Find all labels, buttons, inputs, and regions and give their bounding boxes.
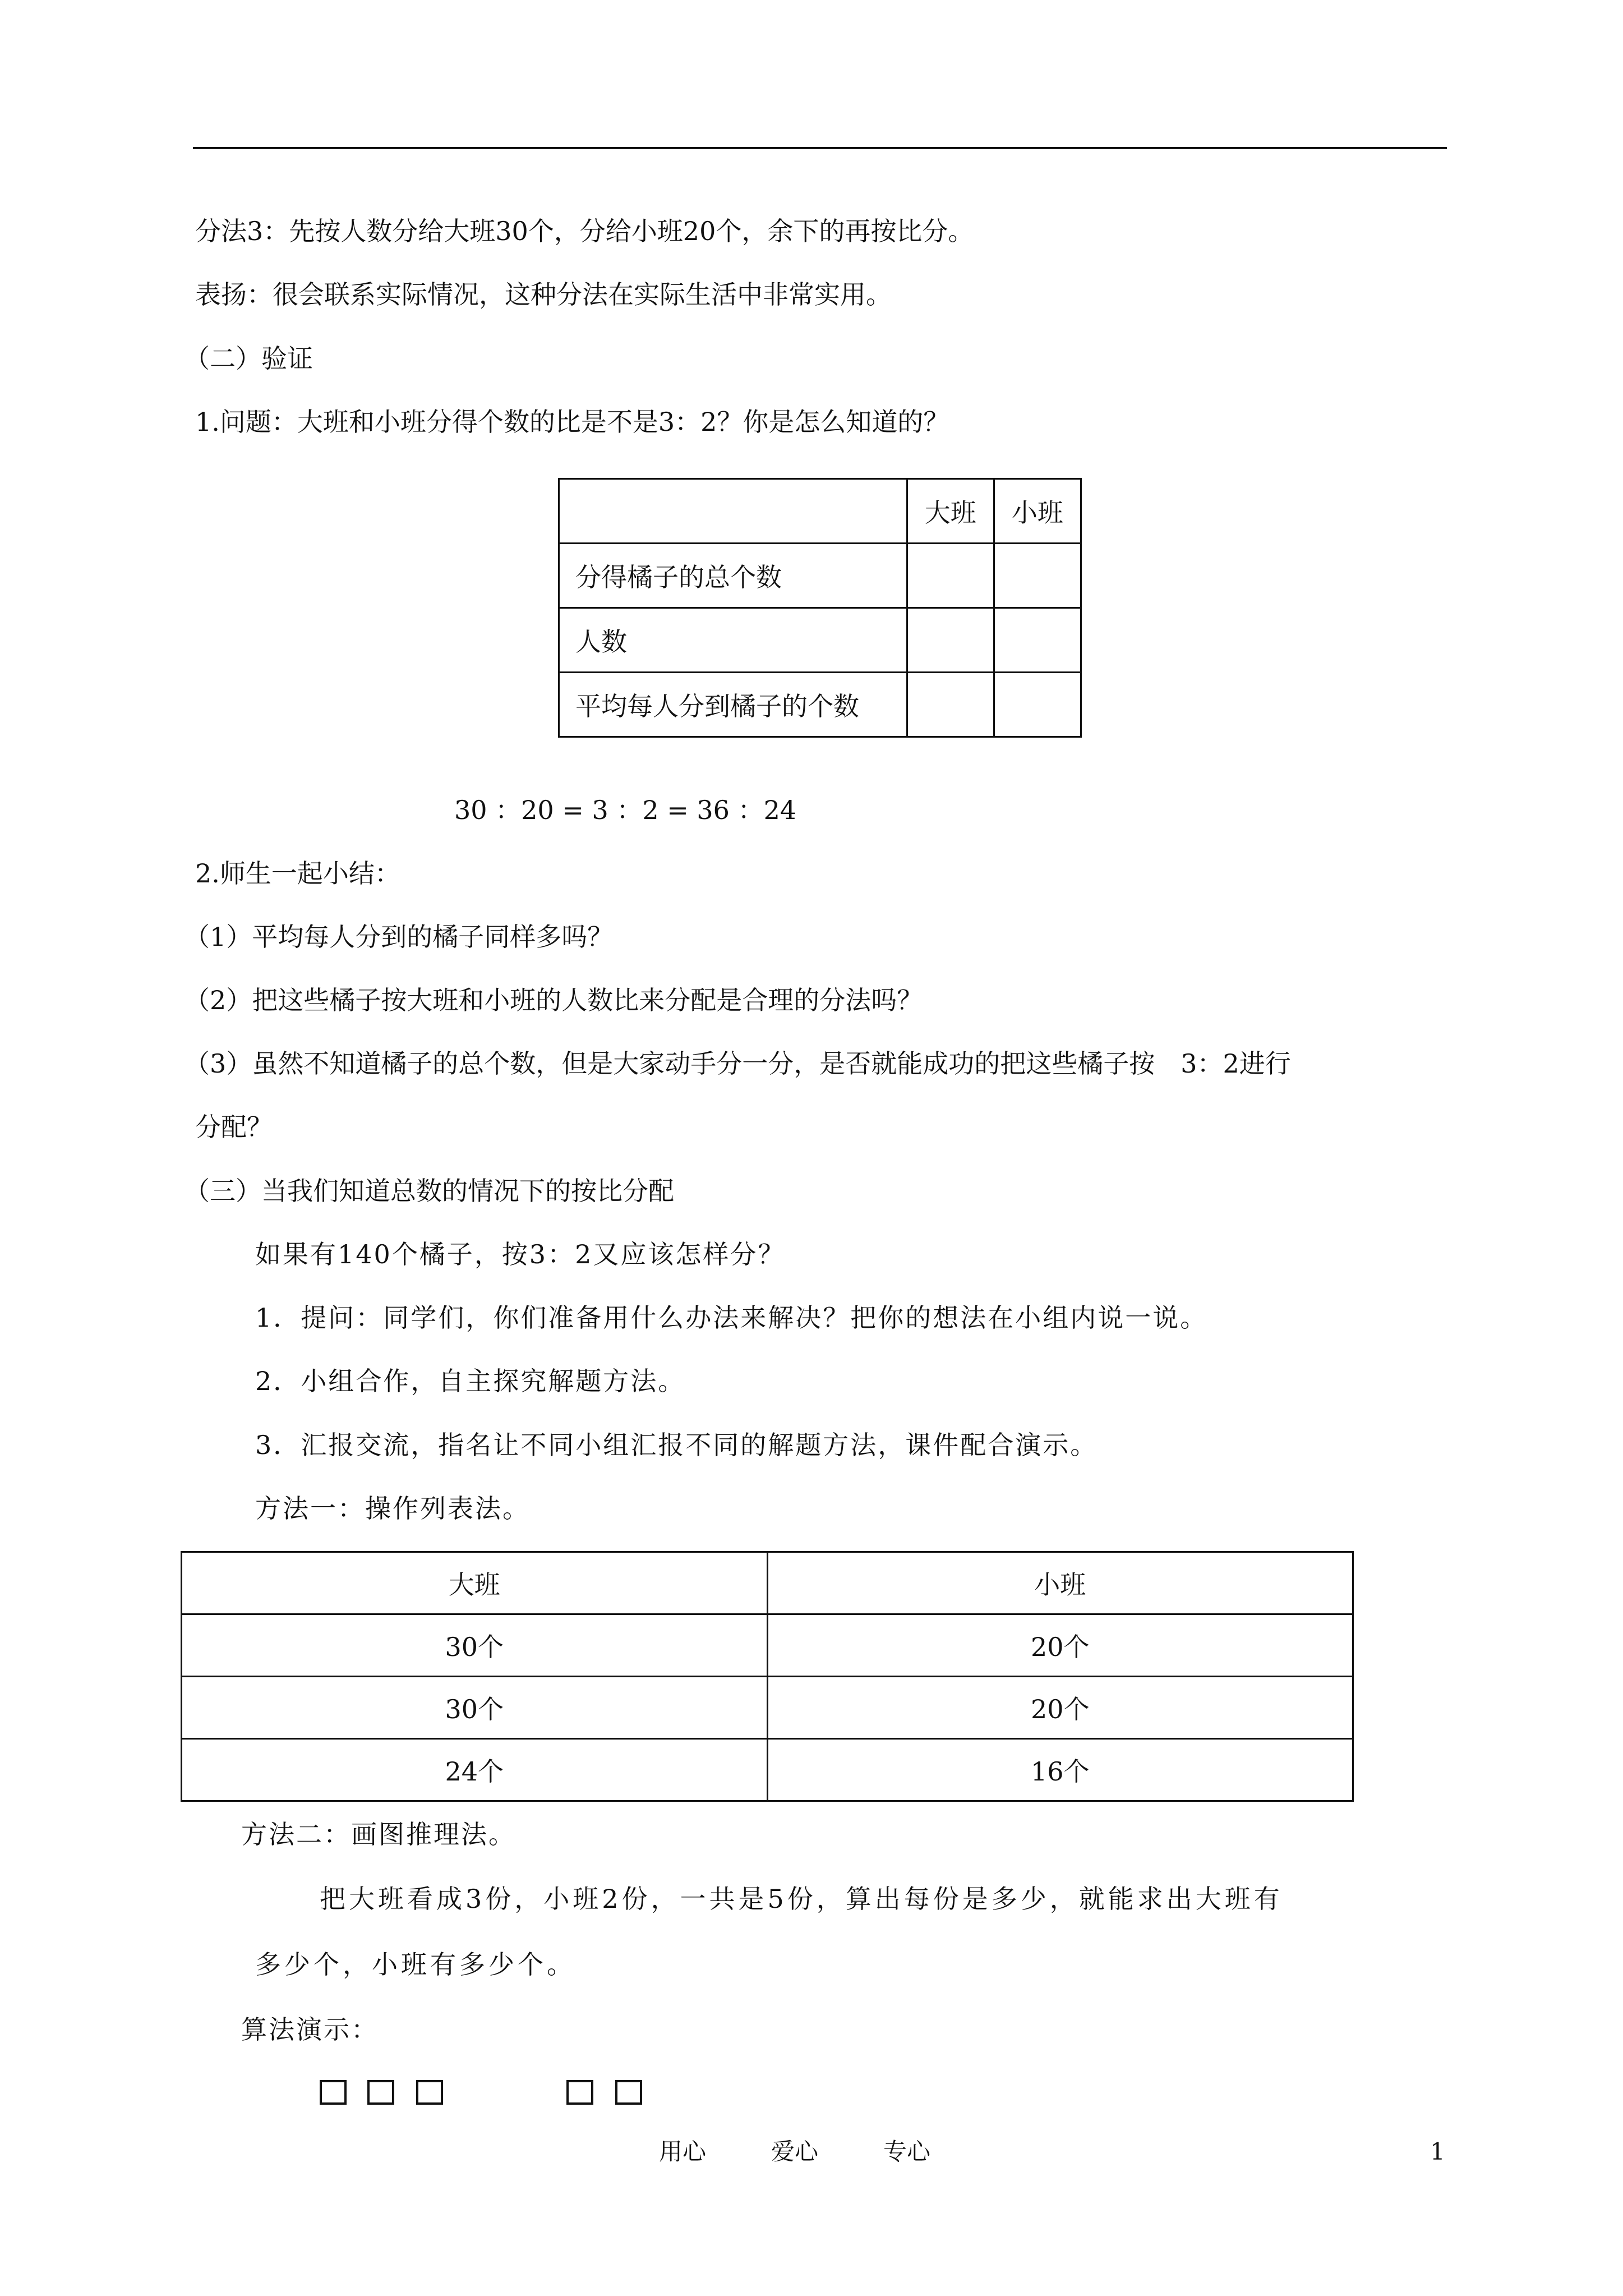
table-header-cell: 小班 xyxy=(767,1552,1353,1614)
paragraph-method-3: 分法3：先按人数分给大班30个，分给小班20个，余下的再按比分。 xyxy=(195,216,974,246)
footer-word: 爱心 xyxy=(771,2138,819,2165)
paragraph-step-1: 1．提问：同学们，你们准备用什么办法来解决？把你的想法在小组内说一说。 xyxy=(255,1303,1208,1333)
table-cell: 20个 xyxy=(767,1677,1353,1739)
paragraph-step-3: 3．汇报交流，指名让不同小组汇报不同的解题方法，课件配合演示。 xyxy=(255,1430,1098,1460)
table-cell: 16个 xyxy=(767,1739,1353,1801)
big-class-part-box xyxy=(367,2080,394,2105)
paragraph-method-one: 方法一：操作列表法。 xyxy=(255,1493,530,1524)
table-row xyxy=(182,1739,1353,1801)
paragraph-diagram-reasoning: 把大班看成3份，小班2份，一共是5份，算出每份是多少，就能求出大班有 xyxy=(320,1884,1283,1914)
table-cell xyxy=(994,608,1081,673)
table-cell xyxy=(907,673,994,737)
table-row xyxy=(559,673,1081,737)
table-row xyxy=(559,544,1081,608)
paragraph-method-two: 方法二：画图推理法。 xyxy=(241,1819,516,1849)
table-header-cell: 大班 xyxy=(182,1552,768,1614)
footer-word: 专心 xyxy=(883,2138,931,2165)
table-header-row xyxy=(559,479,1081,544)
table-cell xyxy=(994,673,1081,737)
footer-word: 用心 xyxy=(659,2138,707,2165)
table-cell: 人数 xyxy=(559,608,907,673)
big-class-part-box xyxy=(416,2080,443,2105)
table-cell xyxy=(907,544,994,608)
table-cell: 20个 xyxy=(767,1614,1353,1677)
method-one-table xyxy=(181,1551,1354,1802)
small-class-part-box xyxy=(615,2080,642,2105)
page-number: 1 xyxy=(1430,2138,1445,2165)
ratio-equation: 30 ：20 = 3 ：2 = 36 ：24 xyxy=(454,795,797,825)
table-row xyxy=(182,1677,1353,1739)
big-class-part-box xyxy=(320,2080,347,2105)
table-header-cell: 大班 xyxy=(907,479,994,544)
table-cell: 30个 xyxy=(182,1677,768,1739)
paragraph-summary: 2.师生一起小结： xyxy=(195,858,400,889)
table-row xyxy=(182,1614,1353,1677)
small-class-part-box xyxy=(566,2080,593,2105)
section-heading-verify: （二）验证 xyxy=(184,343,313,374)
paragraph-summary-3-cont: 分配？ xyxy=(195,1112,273,1142)
paragraph-problem: 如果有140个橘子，按3：2又应该怎样分？ xyxy=(255,1239,786,1269)
paragraph-question-1: 1.问题：大班和小班分得个数的比是不是3：2？你是怎么知道的？ xyxy=(195,407,949,437)
table-cell: 30个 xyxy=(182,1614,768,1677)
table-cell: 分得橘子的总个数 xyxy=(559,544,907,608)
paragraph-demo: 算法演示： xyxy=(241,2014,379,2045)
paragraph-praise: 表扬：很会联系实际情况，这种分法在实际生活中非常实用。 xyxy=(195,279,892,310)
header-rule xyxy=(193,147,1447,149)
paragraph-summary-1: （1）平均每人分到的橘子同样多吗？ xyxy=(184,922,614,952)
table-header-cell xyxy=(559,479,907,544)
table-cell xyxy=(907,608,994,673)
paragraph-diagram-reasoning-cont: 多少个，小班有多少个。 xyxy=(255,1949,576,1980)
paragraph-summary-2: （2）把这些橘子按大班和小班的人数比来分配是合理的分法吗？ xyxy=(184,985,923,1015)
paragraph-summary-3: （3）虽然不知道橘子的总个数，但是大家动手分一分，是否就能成功的把这些橘子按 3：2进行 xyxy=(184,1048,1291,1079)
paragraph-step-2: 2．小组合作，自主探究解题方法。 xyxy=(255,1366,686,1396)
table-header-row xyxy=(182,1552,1353,1614)
table-header-cell: 小班 xyxy=(994,479,1081,544)
table-row xyxy=(559,608,1081,673)
verification-table xyxy=(558,478,1082,738)
section-heading-known-total: （三）当我们知道总数的情况下的按比分配 xyxy=(184,1176,674,1206)
table-cell xyxy=(994,544,1081,608)
table-cell: 平均每人分到橘子的个数 xyxy=(559,673,907,737)
table-cell: 24个 xyxy=(182,1739,768,1801)
